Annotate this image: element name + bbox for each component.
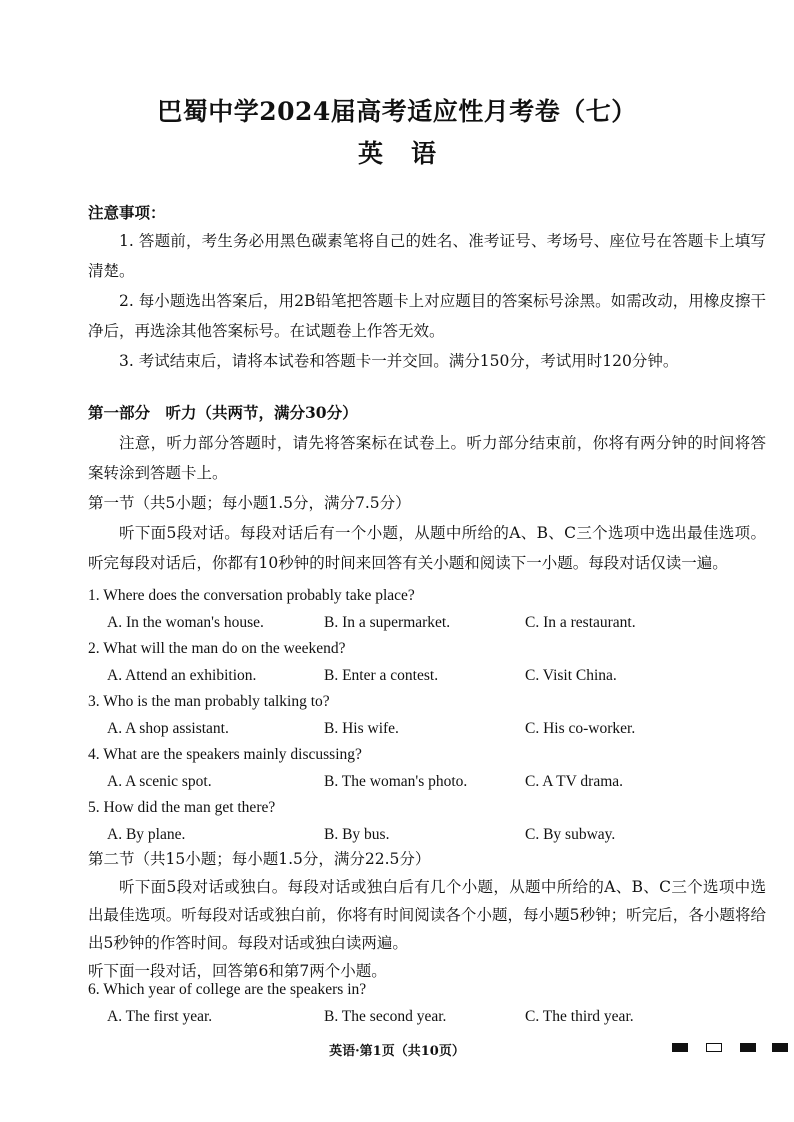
section2-heading: 第二节（共15小题；每小题1.5分，满分22.5分） [88,850,431,868]
notice-heading: 注意事项： [88,203,166,222]
part1-note: 注意，听力部分答题时，请先将答案标在试卷上。听力部分结束前，你将有两分钟的时间将答案转涂到答题卡上。 [88,434,766,482]
option-row [88,610,768,637]
alignment-mark-filled [740,1043,756,1052]
question-stem: 3. Who is the man probably talking to? [88,693,330,710]
section1-instructions: 听下面5段对话。每段对话后有一个小题，从题中所给的A、B、C三个选项中选出最佳选项。听完每段对话后，你都有10秒钟的时间来回答有关小题和阅读下一小题。每段对话仅读一遍。 [88,524,766,572]
option-a: A. In the woman's house. [107,613,264,631]
alignment-mark-filled [672,1043,688,1052]
option-a: A. A scenic spot. [107,772,212,790]
option-b: B. His wife. [324,719,399,737]
option-b: B. In a supermarket. [324,613,451,631]
alignment-mark-filled [772,1043,788,1052]
question-6 [88,977,768,1030]
exam-title: 巴蜀中学2024届高考适应性月考卷（七） [157,97,637,126]
option-row [88,769,768,796]
option-c: C. A TV drama. [525,772,624,790]
question-stem: 2. What will the man do on the weekend? [88,640,346,657]
part1-heading: 第一部分 听力（共两节，满分30分） [88,403,358,422]
option-a: A. A shop assistant. [107,719,229,737]
option-row [88,1004,768,1031]
part1-intro [88,398,766,578]
notice-item: 2. 每小题选出答案后，用2B铅笔把答题卡上对应题目的答案标号涂黑。如需改动，用橡皮擦干净后，再选涂其他答案标号。在试题卷上作答无效。 [88,292,766,340]
option-b: B. Enter a contest. [324,666,439,684]
exam-subject: 英语 [357,139,464,168]
option-row [88,716,768,743]
option-c: C. In a restaurant. [525,613,636,631]
option-row [88,663,768,690]
option-a: A. The first year. [107,1007,213,1025]
option-a: A. By plane. [107,825,186,843]
section2-instructions: 听下面5段对话或独白。每段对话或独白后有几个小题，从题中所给的A、B、C三个选项中选出最佳选项。听每段对话或独白前，你将有时间阅读各个小题，每小题5秒钟；听完后，各小题将给出5秒钟的作答时间。每段对话或独白读两遍。 [88,878,766,952]
question-stem: 5. How did the man get there? [88,799,276,816]
alignment-mark-hollow [706,1043,722,1052]
notice-item: 3. 考试结束后，请将本试卷和答题卡一并交回。满分150分，考试用时120分钟。 [119,352,679,370]
scan-alignment-marks [672,1043,792,1055]
question-stem: 6. Which year of college are the speakers in? [88,981,367,998]
question-stem: 1. Where does the conversation probably take place? [88,587,415,604]
option-a: A. Attend an exhibition. [107,666,257,684]
option-c: C. Visit China. [525,666,617,684]
question-list [88,583,768,848]
option-c: C. His co-worker. [525,719,636,737]
section2-group-intro: 听下面一段对话，回答第6和第7两个小题。 [88,962,387,980]
page-footer: 英语·第1页（共10页） [329,1044,465,1059]
section2-intro [88,845,766,985]
option-b: B. The woman's photo. [324,772,468,790]
option-c: C. By subway. [525,825,616,843]
option-c: C. The third year. [525,1007,634,1025]
notice-list [88,226,766,376]
question-stem: 4. What are the speakers mainly discussing? [88,746,362,763]
notice-item: 1. 答题前，考生务必用黑色碳素笔将自己的姓名、准考证号、考场号、座位号在答题卡上填写清楚。 [88,232,766,280]
section1-heading: 第一节（共5小题；每小题1.5分，满分7.5分） [88,494,411,512]
option-b: B. The second year. [324,1007,447,1025]
option-b: B. By bus. [324,825,390,843]
